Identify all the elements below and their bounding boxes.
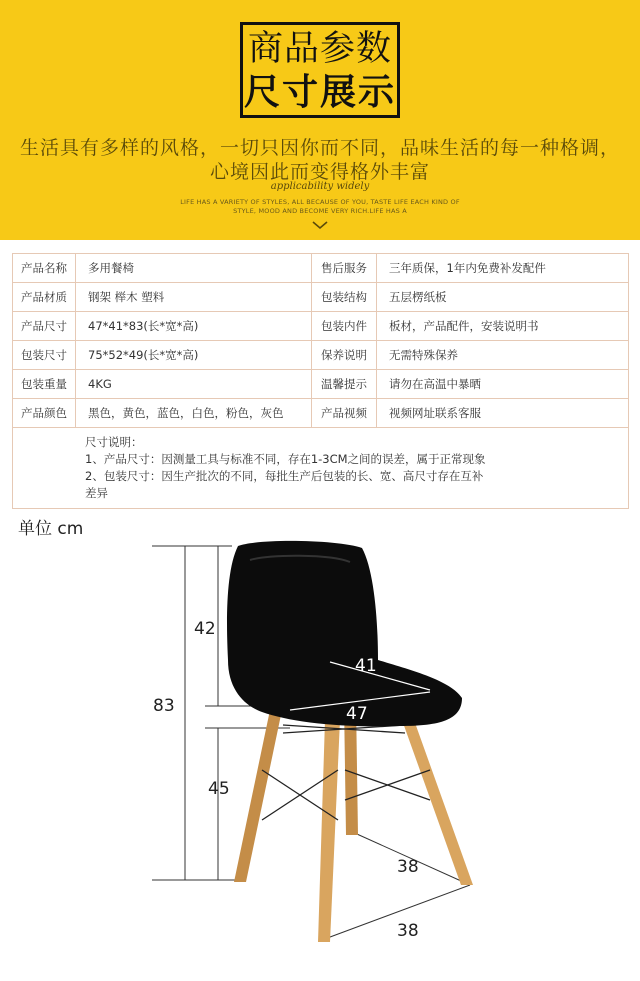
spec-label: 产品名称 — [13, 254, 76, 283]
script-tagline: applicability widely — [270, 181, 370, 192]
spec-value: 请勿在高温中暴晒 — [377, 370, 629, 399]
notes-line-3: 差异 — [85, 486, 108, 500]
spec-label: 产品材质 — [13, 283, 76, 312]
spec-value: 五层楞纸板 — [377, 283, 629, 312]
back-height-label: 42 — [194, 619, 216, 639]
slogan-line-2: 心境因此而变得格外丰富 — [209, 161, 430, 183]
notes-line-1: 1、产品尺寸：因测量工具与标准不同，存在1-3CM之间的误差，属于正常现象 — [85, 452, 486, 466]
spec-label: 包装尺寸 — [13, 341, 76, 370]
spec-table — [12, 253, 629, 509]
chair-legs — [234, 702, 473, 942]
spec-label: 温馨提示 — [312, 370, 377, 399]
spec-value: 视频网址联系客服 — [377, 399, 629, 428]
seat-height-label: 45 — [208, 779, 230, 799]
english-text-line-1: LIFE HAS A VARIETY OF STYLES, ALL BECAUSE OF YOU, TASTE LIFE EACH KIND OF — [180, 198, 460, 206]
total-height-label: 83 — [153, 696, 175, 716]
chair-shell — [227, 541, 462, 726]
table-row-notes — [13, 428, 629, 509]
spec-value: 47*41*83(长*宽*高) — [76, 312, 312, 341]
table-row — [13, 283, 629, 312]
spec-label: 包装重量 — [13, 370, 76, 399]
page-subtitle: 尺寸展示 — [243, 72, 396, 113]
spec-value: 4KG — [76, 370, 312, 399]
spec-label: 包装结构 — [312, 283, 377, 312]
table-row — [13, 341, 629, 370]
header-banner — [0, 0, 640, 240]
spec-label: 包装内件 — [312, 312, 377, 341]
spec-value: 板材，产品配件，安装说明书 — [377, 312, 629, 341]
base-side-label: 38 — [397, 857, 419, 877]
slogan-line-1: 生活具有多样的风格，一切只因你而不同，品味生活的每一种格调， — [19, 137, 620, 159]
spec-value: 多用餐椅 — [76, 254, 312, 283]
seat-depth-label: 47 — [346, 704, 368, 724]
chair-diagram — [0, 530, 640, 981]
spec-value: 钢架 榉木 塑料 — [76, 283, 312, 312]
page-title: 商品参数 — [247, 29, 392, 69]
title-box — [240, 22, 400, 118]
spec-value: 黑色，黄色，蓝色，白色，粉色，灰色 — [76, 399, 312, 428]
notes-title: 尺寸说明： — [85, 435, 143, 449]
spec-label: 保养说明 — [312, 341, 377, 370]
table-row — [13, 370, 629, 399]
notes-line-2: 2、包装尺寸：因生产批次的不同，每批生产后包装的长、宽、高尺寸存在互补 — [85, 469, 484, 483]
spec-label: 产品视频 — [312, 399, 377, 428]
seat-width-label: 41 — [355, 656, 377, 676]
spec-label: 售后服务 — [312, 254, 377, 283]
spec-value: 75*52*49(长*宽*高) — [76, 341, 312, 370]
english-text-line-2: STYLE, MOOD AND BECOME VERY RICH.LIFE HAS A — [233, 207, 407, 215]
size-notes — [13, 428, 629, 509]
chevron-down-icon — [311, 220, 329, 230]
spec-value: 无需特殊保养 — [377, 341, 629, 370]
spec-value: 三年质保，1年内免费补发配件 — [377, 254, 629, 283]
spec-label: 产品尺寸 — [13, 312, 76, 341]
spec-label: 产品颜色 — [13, 399, 76, 428]
table-row — [13, 399, 629, 428]
table-row — [13, 312, 629, 341]
unit-label: 单位 cm — [18, 519, 84, 539]
base-front-label: 38 — [397, 921, 419, 941]
table-row — [13, 254, 629, 283]
